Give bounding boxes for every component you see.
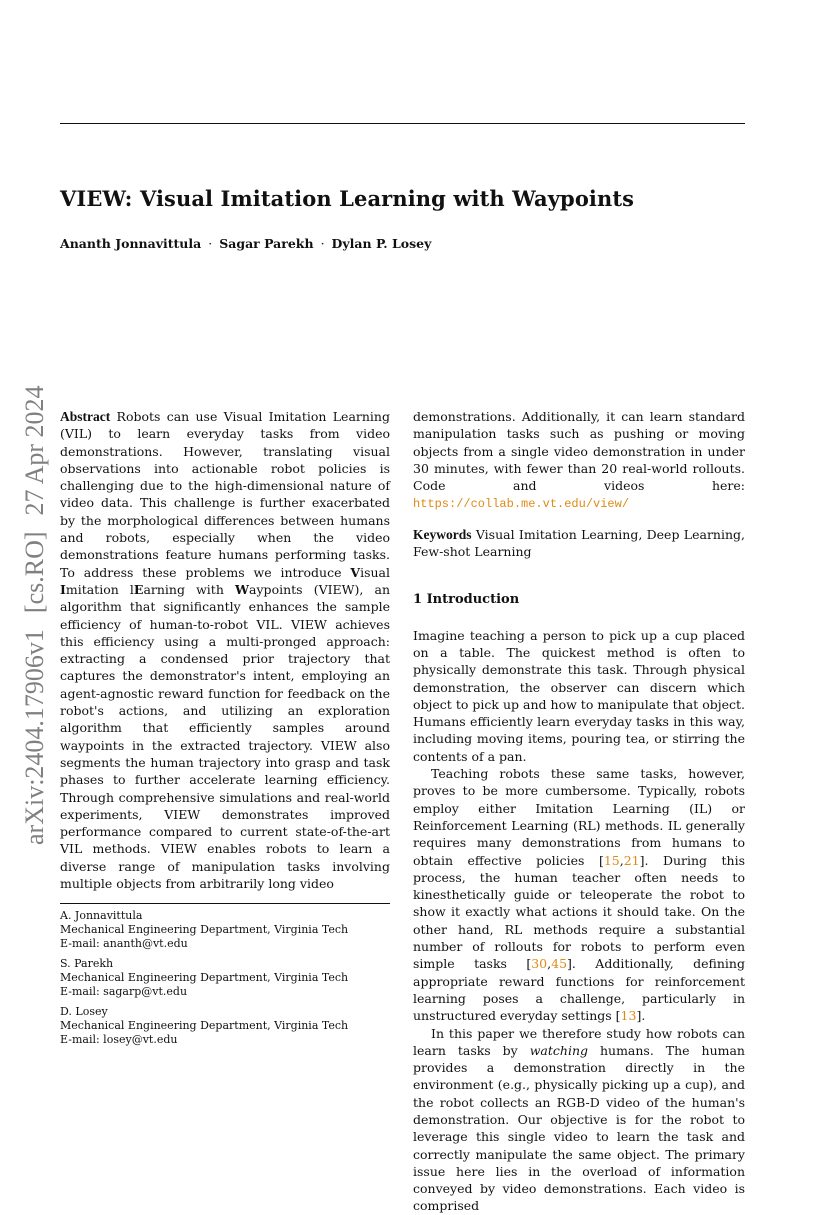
citation-link[interactable]: 30 — [531, 956, 548, 972]
keywords-label: Keywords — [413, 526, 472, 542]
affiliation-name: S. Parekh — [60, 957, 114, 970]
arxiv-sidebar-stamp — [10, 355, 60, 845]
affiliation-3 — [60, 1005, 390, 1047]
intro-paragraph-3 — [413, 1025, 745, 1215]
intro-paragraph-2 — [413, 765, 745, 1024]
citation-link[interactable]: 15 — [603, 852, 620, 868]
arxiv-id: arXiv:2404.17906v1 — [20, 629, 49, 845]
section-heading: 1 Introduction — [413, 592, 520, 608]
author-separator: · — [320, 236, 325, 251]
author-separator: · — [208, 236, 213, 251]
affiliation-email: E-mail: sagarp@vt.edu — [60, 985, 188, 998]
abstract-text-continued: demonstrations. Additionally, it can learn standard manipulation tasks such as pushing or moving objects from a single video demonstration in under 30 minutes, with fewer than 20 real-world rollouts. Code and videos here: — [413, 409, 745, 494]
arxiv-category: [cs.RO] — [20, 531, 49, 614]
intro-paragraph-1: Imagine teaching a person to pick up a cup placed on a table. The quickest method is often to physically demonstrate this task. Through physical demonstration, the observer can discern which object to pick up and how to manipulate that object. Humans efficiently learn everyday tasks in this way, including moving items, pouring tea, or stirring the contents of a pan. — [413, 627, 745, 764]
affiliation-name: D. Losey — [60, 1005, 108, 1018]
affiliation-email: E-mail: ananth@vt.edu — [60, 937, 188, 950]
acronym-text: isual — [360, 564, 390, 580]
paper-title: VIEW: Visual Imitation Learning with Waypoints — [60, 186, 635, 211]
author-1: Ananth Jonnavittula — [60, 236, 202, 251]
abstract-label: Abstract — [60, 409, 111, 424]
affiliation-dept: Mechanical Engineering Department, Virginia Tech — [60, 971, 349, 984]
paragraph-text: ]. Additionally, defining appropriate reward functions for reinforcement learning poses a challenge, particularly in unstructured everyday settings [ — [413, 956, 745, 1024]
paragraph-text: In this paper we therefore study how robots can learn tasks by — [413, 1025, 745, 1058]
affiliation-name: A. Jonnavittula — [60, 909, 143, 922]
acronym-text: mitation — [65, 581, 130, 597]
paragraph-text: ]. During this process, the human teacher often needs to kinesthetically guide or teleoperate the robot to show it exactly what actions it should take. On the other hand, RL methods require a substantial number of rollouts for robots to perform even simple tasks [ — [413, 852, 745, 972]
emphasis-text: watching — [529, 1042, 588, 1058]
abstract-text: Robots can use Visual Imitation Learning (VIL) to learn everyday tasks from video demonstrations. However, translating visual observations into actionable robot policies is challenging due to the high-dimensional nature of video data. This challenge is further exacerbated by the morphological differences between humans and robots, especially when the video demonstrations feature humans performing tasks. To address these problems we introduce — [60, 409, 390, 580]
author-list — [60, 236, 431, 251]
affiliation-dept: Mechanical Engineering Department, Virginia Tech — [60, 923, 349, 936]
right-column — [413, 408, 745, 1215]
citation-link[interactable]: 13 — [620, 1008, 637, 1024]
paragraph-text: , — [619, 852, 624, 868]
acronym-letter: W — [235, 581, 250, 597]
arxiv-date: 27 Apr 2024 — [20, 385, 49, 516]
author-2: Sagar Parekh — [219, 236, 314, 251]
affiliation-dept: Mechanical Engineering Department, Virginia Tech — [60, 1019, 349, 1032]
acronym-text: aypoints — [249, 581, 303, 597]
paragraph-text: , — [547, 956, 552, 972]
footnote-rule — [60, 903, 390, 904]
acronym-letter: V — [350, 564, 361, 580]
paragraph-text: humans. The human provides a demonstration directly in the environment (e.g., physically picking up a cup), and the robot collects an RGB-D video of the human's demonstration. Our objective is for the robot to leverage this single video to learn the task and correctly manipulate the same object. The primary issue here lies in the overload of information conveyed by video demonstrations. Each video is comprised — [413, 1042, 745, 1214]
author-3: Dylan P. Losey — [331, 236, 432, 251]
keywords-text: Visual Imitation Learning, Deep Learning, Few-shot Learning — [413, 526, 745, 560]
citation-link[interactable]: 45 — [551, 956, 568, 972]
left-column — [60, 408, 390, 892]
keywords — [413, 526, 745, 561]
citation-link[interactable]: 21 — [623, 852, 640, 868]
affiliation-2 — [60, 957, 390, 999]
paragraph-text: Teaching robots these same tasks, however, proves to be more cumbersome. Typically, robots employ either Imitation Learning (IL) or Reinforcement Learning (RL) methods. IL generally requires many demonstrations from humans to obtain effective policies [ — [413, 766, 745, 868]
top-rule — [60, 123, 745, 124]
abstract — [60, 408, 390, 892]
acronym-letter: E — [133, 581, 144, 597]
acronym-letter: I — [60, 581, 66, 597]
affiliation-1 — [60, 909, 390, 951]
acronym-text: l — [129, 581, 134, 597]
acronym-text: arning with — [143, 581, 235, 597]
abstract-continued — [413, 408, 745, 514]
paragraph-text: ]. — [636, 1008, 646, 1024]
affiliation-email: E-mail: losey@vt.edu — [60, 1033, 178, 1046]
code-url-link[interactable]: https://collab.me.vt.edu/view/ — [413, 497, 630, 512]
abstract-text: (VIEW), an algorithm that significantly enhances the sample efficiency of human-to-robot VIL. VIEW achieves this efficiency using a multi-pronged approach: extracting a condensed prior trajectory that captures the demonstrator's intent, employing an agent-agnostic reward function for feedback on the robot's actions, and utilizing an exploration algorithm that efficiently samples around waypoints in the extracted trajectory. VIEW also segments the human trajectory into grasp and task phases to further accelerate learning efficiency. Through comprehensive simulations and real-world experiments, VIEW demonstrates improved performance compared to current state-of-the-art VIL methods. VIEW enables robots to learn a diverse range of manipulation tasks involving multiple objects from arbitrarily long video — [60, 581, 390, 892]
